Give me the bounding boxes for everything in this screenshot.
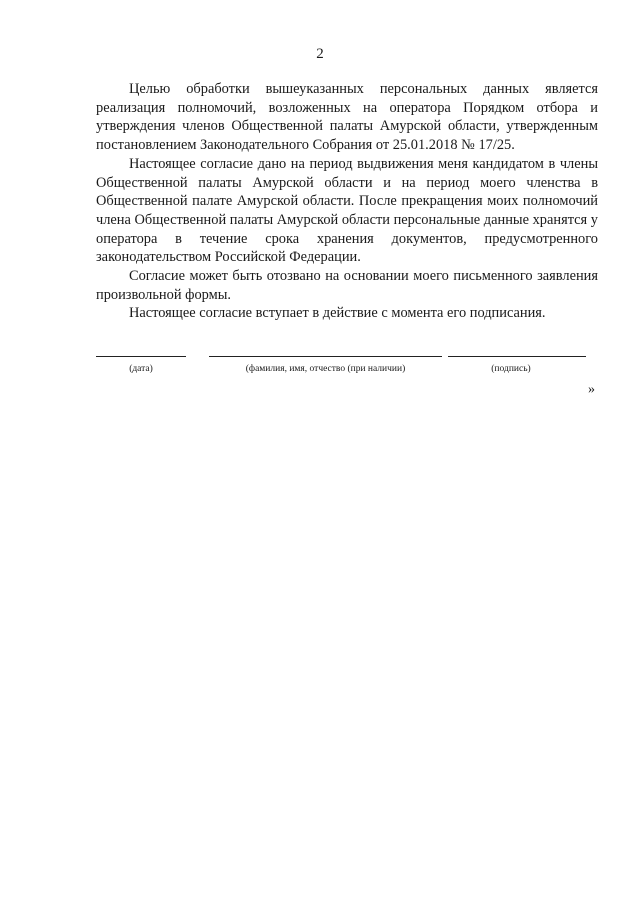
signature-line [448,356,586,357]
paragraph-purpose: Целью обработки вышеуказанных персональных данных является реализация полномочий, возложенных на оператора Порядком отбора и утверждения членов Общественной палаты Амурской области, утвержденным постановлением Законодательного Собрания от 25.01.2018 № 17/25. [96,81,598,154]
signature-caption: (подпись) [491,364,531,374]
document-body [96,80,598,323]
paragraph-revocation: Согласие может быть отозвано на основании моего письменного заявления произвольной формы. [96,268,598,303]
paragraph-consent-period: Настоящее согласие дано на период выдвижения меня кандидатом в члены Общественной палаты Амурской области и на период моего членства в Общественной палате Амурской области. После прекращения моих полномочий члена Общественной палаты Амурской области персональные данные хранятся у оператора в течение срока хранения документов, предусмотренного законодательством Российской Федерации. [96,155,598,266]
full-name-line [209,356,442,357]
page-number: 2 [316,46,324,62]
date-line [96,356,186,357]
signature-block [0,356,640,386]
date-caption: (дата) [129,364,153,374]
full-name-caption: (фамилия, имя, отчество (при наличии) [245,364,406,374]
closing-quote: » [588,382,595,397]
paragraph-effective: Настоящее согласие вступает в действие с момента его подписания. [129,305,546,322]
